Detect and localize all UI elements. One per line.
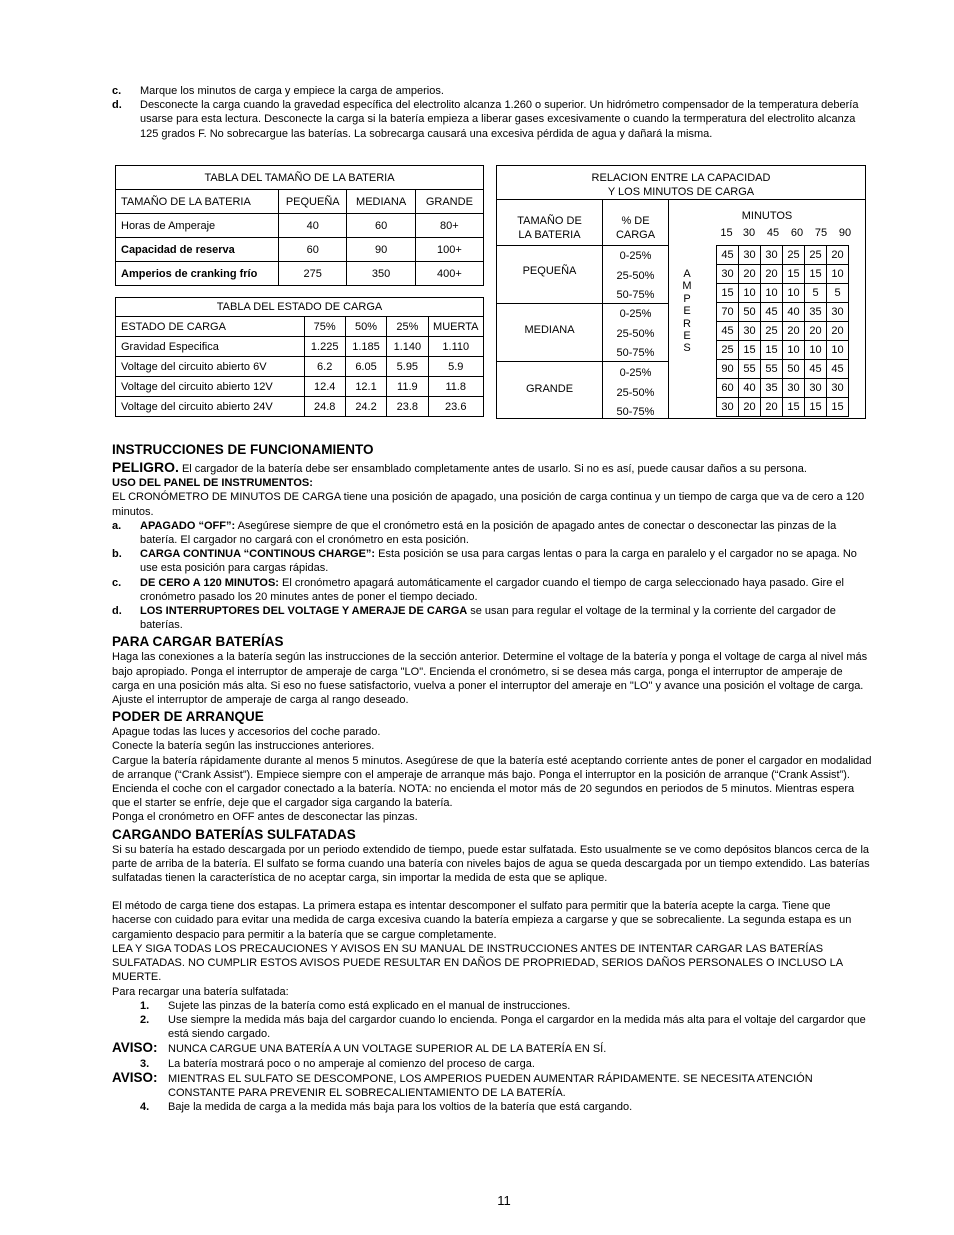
amperes-cell: 15 [739,341,761,360]
amperes-letter: R [683,317,691,330]
table-row [717,360,849,379]
table-row [717,265,849,284]
warning-item [112,1071,872,1100]
amperes-cell: 5 [805,284,827,303]
step-text: La batería mostrará poco o no amperaje al comienzo del proceso de carga. [168,1057,535,1070]
minutes-value: 15 [720,227,733,239]
starting-text: Cargue la batería rápidamente durante al menos 5 minutos. Asegúrese de que la batería esté aceptando corriente antes de poner el cargador en modalidad de arranque (“Crank Assist”). Empiece siempre con el amperaje de arranque más bajo. Ponga el interruptor en la posición de arranque (“Crank Assist”). Encienda el coche con el cargador conectado a la batería. NOTA: no encienda el motor más de 20 segundos en periodos de 5 minutos. Mientras espera que el starter se enfríe, deje que el cargador siga cargando la batería. [112,754,872,810]
amperes-cell: 25 [783,246,805,265]
percent-cell: 50-75% [616,406,655,418]
amperes-letter: E [683,330,691,343]
header-line: CARGA [615,229,656,241]
percent-group [603,305,668,364]
amperes-letter: A [683,268,691,280]
amperes-cell: 30 [805,379,827,398]
table-title: TABLA DEL TAMAÑO DE LA BATERIA [116,166,484,190]
table-cell: 40 [279,214,347,238]
table-cell: 11.9 [387,377,428,397]
amperes-cell: 10 [783,284,805,303]
step-key: 1. [140,999,150,1012]
amperes-cell: 15 [783,265,805,284]
table-cell: 6.2 [304,357,345,377]
column-header: 50% [345,317,386,337]
amperes-cell: 30 [827,379,849,398]
minutes-value: 45 [766,227,780,239]
size-column-header [497,200,602,245]
instruction-item [112,547,872,575]
percent-cell: 25-50% [616,269,655,282]
warning-label: AVISO: [112,1069,158,1085]
item-text: El cronómetro apagará automáticamente el cargador cuando el tiempo de carga seleccionado haya pasado. Gire el cronómetro pasado los 20 minutes antes de poner el tiempo deciado. [140,576,844,603]
amperes-cell: 30 [783,379,805,398]
instructions-section [112,441,872,1114]
sulfated-paragraph: Si su batería ha estado descargada por un periodo extendido de tiempo, puede estar sulfatada. Esto usualmente se ve como depósitos blancos cerca de la parte de arriba de la batería. El sulfato se forma cuando una batería con niveles bajos de agua se queda descargada por un tiempo extendido. Las baterías sulfatadas tienen la característica de no aceptar carga, sin importar la medida de esta que se aplique. [112,843,870,885]
table-row [717,379,849,398]
row-label: Capacidad de reserva [116,238,279,262]
charge-state-table [115,297,484,417]
minutes-value: 60 [790,227,804,239]
table-cell: 24.2 [345,397,386,417]
amperes-cell: 10 [783,341,805,360]
header-line: LA BATERIA [518,229,581,241]
amperes-cell: 35 [761,379,783,398]
amperes-cell: 15 [761,341,783,360]
instruction-item [112,604,872,632]
item-bold: LOS INTERRUPTORES DEL VOLTAGE Y AMERAJE DE CARGA [140,605,468,618]
section-heading: INSTRUCCIONES DE FUNCIONAMIENTO [112,442,374,457]
column-header: MUERTA [428,317,483,337]
table-cell: 350 [347,262,415,286]
group-name: PEQUEÑA [522,265,577,277]
starting-line: Conecte la batería según las instrucciones anteriores. [112,740,375,753]
percent-cell: 0-25% [619,250,652,262]
panel-text: EL CRONÓMETRO DE MINUTOS DE CARGA tiene una posición de apagado, una posición de carga continua y un tiempo de carga que va de cero a 120 minutos. [112,491,865,518]
table-cell: 400+ [415,262,483,286]
column-header: PEQUEÑA [279,190,347,214]
table-row [717,303,849,322]
warning-label: AVISO: [112,1040,158,1056]
amperes-cell: 30 [739,246,761,265]
table-title [497,166,865,200]
intro-item-key: c. [112,85,122,97]
table-row [717,398,849,417]
table-row [116,377,484,397]
amperes-vertical-label [680,268,694,355]
table-cell: 90 [347,238,415,262]
amperes-cell: 20 [761,265,783,284]
table-row [116,214,484,238]
amperes-cell: 55 [761,360,783,379]
amperes-cell: 20 [805,322,827,341]
table-title-line: Y LOS MINUTOS DE CARGA [607,186,755,198]
amperes-cell: 30 [717,398,739,417]
table-cell: 23.6 [428,397,483,417]
amperes-cell: 70 [717,303,739,322]
step-key: 3. [140,1057,150,1070]
amperes-cell: 15 [783,398,805,417]
amperes-cell: 20 [739,265,761,284]
row-label: Voltage del circuito abierto 24V [116,397,305,417]
table-row [717,246,849,265]
table-cell: 275 [279,262,347,286]
starting-line: Apague todas las luces y accesorios del coche parado. [112,726,381,739]
amperes-cell: 45 [761,303,783,322]
amperes-letter: S [683,342,691,355]
intro-item-c [112,84,872,98]
amperes-cell: 45 [717,246,739,265]
danger-label: PELIGRO. [112,459,179,475]
table-cell: 5.95 [387,357,428,377]
row-label: Amperios de cranking frío [116,262,279,286]
minutes-header [669,200,865,245]
step-item [112,1100,872,1114]
minutes-value: 75 [814,227,828,239]
row-label: Gravidad Especifica [116,337,305,357]
intro-item-text: Desconecte la carga cuando la gravedad específica del electrolito alcanza 1.260 o superior. Un hidrómetro compensador de la temperatura debería usarse para esta lectura. Desconecte la carga si la batería empieza a liberar gases excesivamente o cuando la termperatura del electrolito alcanza 125 grados F. No sobrecargue las baterías. La sobrecarga causará una excesiva pérdida de agua y dañará la misma. [140,99,859,140]
item-text: Esta posición se usa para cargas lentas o para la carga en paralelo y el cargador no se apaga. No use esta posición para cargas rápidas. [140,548,857,575]
amperes-cell: 15 [827,398,849,417]
amperes-cell: 10 [761,284,783,303]
row-label: Horas de Amperaje [116,214,279,238]
column-header: 75% [304,317,345,337]
amperes-cell: 45 [827,360,849,379]
percent-column-header [603,200,668,245]
step-text: Baje la medida de carga a la medida más baja para los voltios de la batería que está cargando. [168,1101,633,1114]
table-cell: 6.05 [345,357,386,377]
header-line: TAMAÑO DE [517,215,582,227]
amperes-cell: 15 [805,398,827,417]
table-cell: 11.8 [428,377,483,397]
amperes-cell: 10 [827,341,849,360]
item-text: Asegúrese siempre de que el cronómetro está en la posición de apagado antes de conectar o desconectar las pinzas de la batería. El cargador no cargará con el cronómetro en esta posición. [140,519,837,547]
step-item [112,1057,872,1071]
charging-text: Haga las conexiones a la batería según las instrucciones de la sección anterior. Determine el voltage de la batería y ponga el voltage de carga al nivel más bajo apropiado. Ponga el interruptor de amperaje de carga "LO". Encienda el cronómetro, si se desea más carga, ponga el interruptor de amperaje de carga en una posición más alta. Si eso no fuese satisfactorio, vuelva a poner el interruptor del ameraje en "LO" y avance una posición el voltage de carga. Ajuste el interruptor de amperaje de carga al rango deseado. [112,651,868,707]
amperes-cell: 25 [761,322,783,341]
table-row [116,397,484,417]
amperes-cell: 10 [739,284,761,303]
minutes-values [716,227,860,239]
amperes-cell: 15 [805,265,827,284]
item-bold: DE CERO A 120 MINUTOS: [140,576,279,589]
table-cell: 1.225 [304,337,345,357]
percent-cell: 50-75% [616,347,655,359]
column-header: ESTADO DE CARGA [116,317,305,337]
table-row [116,262,484,286]
danger-paragraph [112,460,872,476]
column-header: TAMAÑO DE LA BATERIA [116,190,279,214]
table-title-line: RELACION ENTRE LA CAPACIDAD [591,172,771,184]
minutes-label: MINUTOS [741,210,793,222]
starting-line: Ponga el cronómetro en OFF antes de desconectar las pinzas. [112,811,418,824]
amperes-cell: 5 [827,284,849,303]
column-header: 25% [387,317,428,337]
step-key: 4. [140,1101,150,1114]
amperes-cell: 20 [827,246,849,265]
amperes-cell: 20 [739,398,761,417]
item-key: b. [112,548,122,561]
table-row [116,337,484,357]
sulfated-paragraph: El método de carga tiene dos estapas. La primera estapa es intentar descomponer el sulfato para permitir que la batería acepte la carga. Tiene que hacerse con cuidado para evitar una medida de carga excesiva cuando la batería empieza a cargarse y que se sobrecaliente. La segunda estapa es un cargamiento despacio para permitir a la batería que se cargue completamente. [112,900,852,941]
amperes-cell: 20 [761,398,783,417]
table-cell: 12.1 [345,377,386,397]
table-row [116,238,484,262]
table-cell: 1.140 [387,337,428,357]
item-bold: APAGADO “OFF”: [140,519,236,532]
capacity-minutes-table [496,165,866,419]
table-cell: 1.110 [428,337,483,357]
table-row [717,322,849,341]
amperes-cell: 20 [783,322,805,341]
sulfated-warning-paragraph: LEA Y SIGA TODAS LOS PRECAUCIONES Y AVISOS EN SU MANUAL DE INSTRUCCIONES ANTES DE INTENTAR CARGAR LAS BATERÍAS SULFATADAS. NO CUMPLIR ESTOS AVISOS PUEDE RESULTAR EN DAÑOS DE PROPRIEDAD, SERIOS DAÑOS PERSONALES O INCLUSO LA MUERTE. [112,942,843,984]
divider [497,245,669,246]
amperes-cell: 25 [805,246,827,265]
amperes-cell: 45 [805,360,827,379]
table-row [717,341,849,360]
amperes-cell: 40 [783,303,805,322]
item-key: a. [112,519,122,532]
percent-group [603,247,668,306]
amperes-cell: 90 [717,360,739,379]
amperes-grid [716,245,849,417]
panel-heading: USO DEL PANEL DE INSTRUMENTOS: [112,477,313,490]
intro-item-d [112,98,872,141]
intro-item-key: d. [112,99,122,112]
table-cell: 1.185 [345,337,386,357]
item-key: c. [112,576,122,589]
amperes-cell: 15 [717,284,739,303]
amperes-cell: 30 [739,322,761,341]
step-text: Use siempre la medida más baja del cargardor cuando lo encienda. Ponga el cargardor en la medida más alta para el voltaje del cargardor que está siendo cargado. [168,1013,866,1041]
warning-item [112,1041,872,1056]
amperes-cell: 30 [827,303,849,322]
column-header: GRANDE [415,190,483,214]
table-cell: 100+ [415,238,483,262]
row-label: Voltage del circuito abierto 6V [116,357,305,377]
amperes-cell: 20 [827,322,849,341]
column-header: MEDIANA [347,190,415,214]
battery-size-table [115,165,484,286]
table-row [116,357,484,377]
amperes-cell: 40 [739,379,761,398]
amperes-cell: 50 [739,303,761,322]
amperes-letter: E [683,305,691,318]
intro-section [112,84,872,141]
percent-cell: 25-50% [616,327,655,340]
sulfated-paragraph: Para recargar una batería sulfatada: [112,985,289,998]
table-cell: 23.8 [387,397,428,417]
page-number: 11 [497,1193,511,1208]
intro-item-text: Marque los minutos de carga y empiece la carga de amperios. [140,85,444,97]
table-cell: 12.4 [304,377,345,397]
table-cell: 80+ [415,214,483,238]
percent-cell: 0-25% [619,308,652,320]
row-label: Voltage del circuito abierto 12V [116,377,305,397]
item-key: d. [112,605,122,618]
amperes-cell: 60 [717,379,739,398]
amperes-cell: 55 [739,360,761,379]
table-cell: 24.8 [304,397,345,417]
percent-group [603,364,668,423]
minutes-value: 90 [838,227,852,239]
percent-cell: 50-75% [616,289,655,301]
amperes-cell: 45 [717,322,739,341]
section-heading: PODER DE ARRANQUE [112,709,264,725]
warning-text: MIENTRAS EL SULFATO SE DESCOMPONE, LOS AMPERIOS PUEDEN AUMENTAR RÁPIDAMENTE. SE NECESITA ATENCIÓN CONSTANTE PARA PREVENIR EL SOBRECALIENTAMIENTO DE LA BATERÍA. [168,1072,813,1099]
amperes-cell: 25 [717,341,739,360]
amperes-cell: 30 [761,246,783,265]
header-line: % DE [621,215,650,227]
section-heading: CARGANDO BATERÍAS SULFATADAS [112,826,356,842]
amperes-letter: P [683,292,691,305]
amperes-cell: 30 [717,265,739,284]
step-key: 2. [140,1013,150,1026]
table-cell: 60 [279,238,347,262]
group-name: GRANDE [525,383,574,395]
table-cell: 5.9 [428,357,483,377]
percent-cell: 25-50% [616,386,655,399]
section-heading: PARA CARGAR BATERÍAS [112,634,284,650]
table-cell: 60 [347,214,415,238]
item-text: se usan para regular el voltage de la terminal y la corriente del cargador de baterías. [140,605,836,632]
instruction-item [112,576,872,604]
step-item [112,1013,872,1041]
instruction-item [112,519,872,547]
amperes-cell: 50 [783,360,805,379]
item-bold: CARGA CONTINUA “CONTINOUS CHARGE”: [140,548,376,561]
danger-text: El cargador de la batería debe ser ensamblado completamente antes de usarlo. Si no es así, puede causar daños a su persona. [178,463,807,475]
step-item [112,999,872,1013]
table-row [717,284,849,303]
step-text: Sujete las pinzas de la batería como está explicado en el manual de instrucciones. [168,999,571,1012]
amperes-letter: M [682,280,692,293]
percent-cell: 0-25% [619,367,652,379]
warning-text: NUNCA CARGUE UNA BATERÍA A UN VOLTAGE SUPERIOR AL DE LA BATERÍA EN SÍ. [168,1043,607,1056]
amperes-cell: 10 [805,341,827,360]
table-title: TABLA DEL ESTADO DE CARGA [116,298,484,317]
amperes-cell: 10 [827,265,849,284]
minutes-value: 30 [742,227,756,239]
group-name: MEDIANA [524,324,575,336]
amperes-cell: 35 [805,303,827,322]
